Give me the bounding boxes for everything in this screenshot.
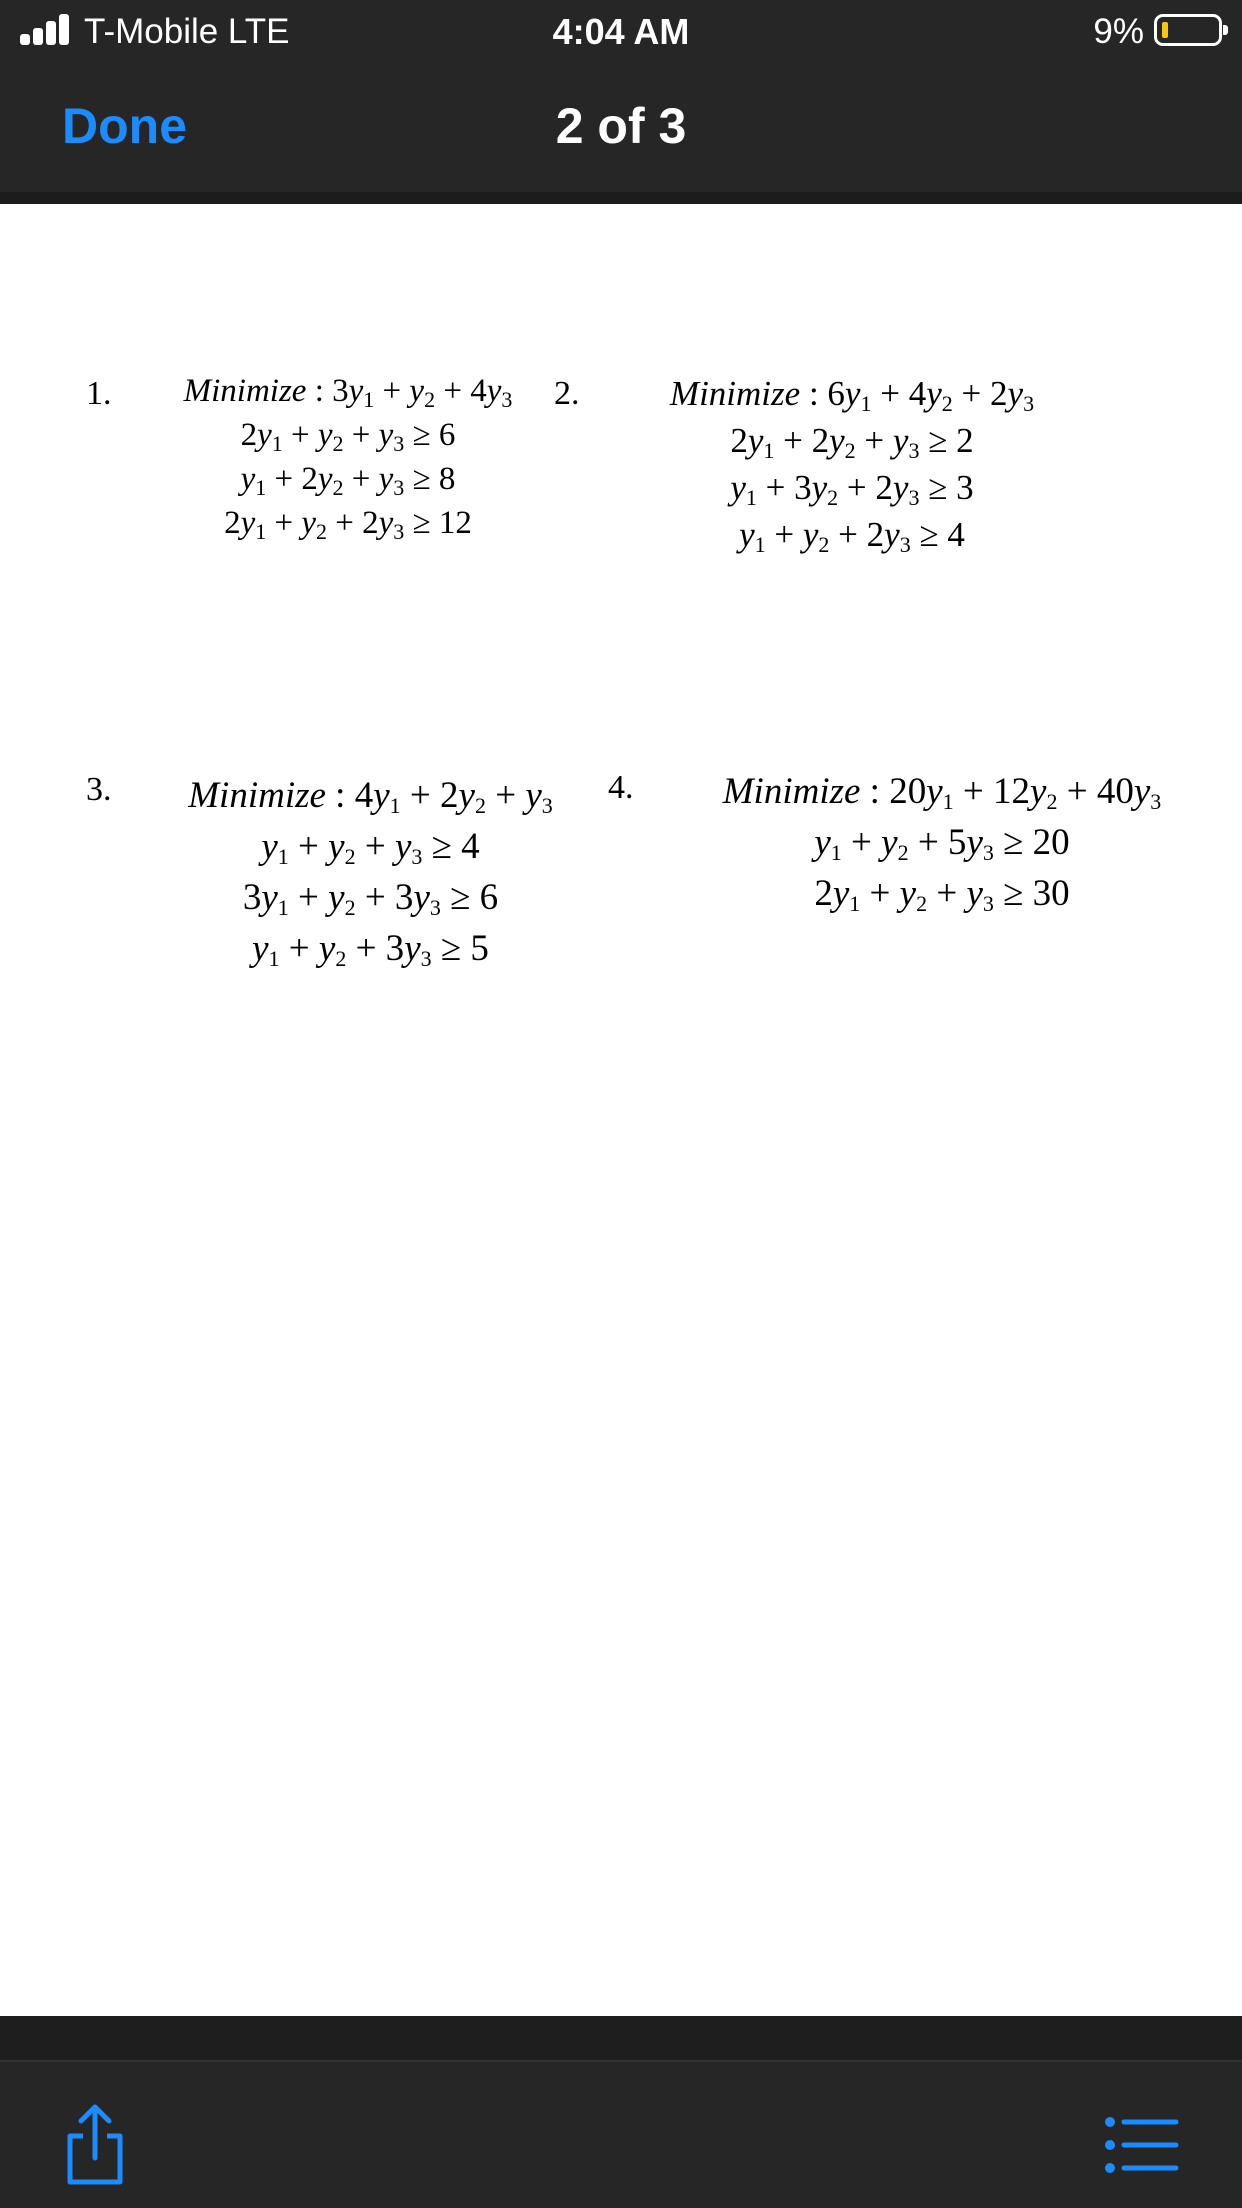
status-bar [0,0,1242,62]
term: y [261,826,278,867]
term: + 2y [952,374,1024,413]
term: + 2y [838,468,909,507]
term: Minimize : 4y [188,775,390,816]
constraint [652,511,1052,558]
subscript: 1 [277,844,289,869]
carrier-label: T-Mobile LTE [84,12,290,51]
term: + y [282,417,333,453]
term: + 40y [1057,771,1151,812]
subscript: 3 [982,891,994,916]
term: y [252,928,269,969]
problem-number: 1. [86,375,112,412]
clock: 4:04 AM [552,11,690,52]
term: + 5y [908,822,983,863]
bottom-toolbar [0,2016,1242,2208]
term: + y [841,822,898,863]
term: ≥ 3 [919,468,974,507]
term: + y [485,775,542,816]
constraint [168,501,528,545]
subscript: 2 [344,844,356,869]
subscript: 3 [393,519,405,544]
subscript: 3 [899,532,911,557]
subscript: 1 [754,532,766,557]
term: ≥ 8 [404,461,456,497]
battery-level [1162,22,1168,38]
constraint [652,417,1052,464]
subscript: 3 [411,844,423,869]
subscript: 3 [982,840,994,865]
term: + y [279,928,336,969]
subscript: 1 [745,485,757,510]
subscript: 3 [429,895,441,920]
subscript: 1 [268,946,280,971]
term: + y [355,826,412,867]
term: + y [765,515,819,554]
subscript: 2 [1046,789,1058,814]
term: Minimize : 6y [669,374,861,413]
equation-block [168,369,528,545]
term: ≥ 30 [993,873,1070,914]
problem-number: 2. [554,375,580,412]
term: + 2y [829,515,900,554]
subscript: 2 [335,946,347,971]
term: + 3y [346,928,421,969]
problem-number: 3. [86,771,112,808]
subscript: 2 [332,431,344,456]
subscript: 2 [424,387,436,412]
term: Minimize : 3y [183,373,364,409]
subscript: 1 [389,793,401,818]
share-button[interactable] [60,2102,130,2186]
constraint [168,413,528,457]
term: 2y [240,417,272,453]
term: + y [288,826,345,867]
constraint [692,817,1192,868]
equation-block [652,370,1052,558]
subscript: 2 [818,532,830,557]
subscript: 1 [860,391,872,416]
subscript: 1 [849,891,861,916]
subscript: 2 [897,840,909,865]
term: + y [927,873,983,914]
term: y [814,822,831,863]
objective-function [168,369,528,413]
term: + y [860,873,917,914]
subscript: 2 [916,891,928,916]
subscript: 2 [941,391,953,416]
term: y [730,468,746,507]
term: + y [288,877,345,918]
list-icon [1104,2116,1180,2174]
subscript: 3 [908,438,920,463]
battery-percent: 9% [1093,12,1144,51]
subscript: 1 [830,840,842,865]
term: ≥ 12 [404,505,472,541]
problem-number: 4. [608,769,634,806]
subscript: 2 [827,485,839,510]
term: ≥ 4 [422,826,480,867]
constraint [168,872,573,923]
subscript: 3 [393,431,405,456]
subscript: 1 [271,431,283,456]
subscript: 3 [393,475,405,500]
subscript: 1 [942,789,954,814]
term: + 4y [435,373,502,409]
term: ≥ 2 [919,421,974,460]
battery-icon [1154,14,1222,46]
constraint [168,923,573,974]
term: + 12y [953,771,1047,812]
navigation-bar [0,62,1242,194]
subscript: 1 [255,519,267,544]
subscript: 1 [763,438,775,463]
done-button[interactable]: Done [62,98,187,154]
term: Minimize : 20y [722,771,943,812]
constraint [168,457,528,501]
term: ≥ 4 [910,515,965,554]
subscript: 3 [908,485,920,510]
term: ≥ 20 [993,822,1070,863]
subscript: 3 [420,946,432,971]
page-counter: 2 of 3 [555,98,687,154]
subscript: 1 [277,895,289,920]
term: + 2y [327,505,394,541]
term: 2y [224,505,256,541]
constraint [692,868,1192,919]
term: + 2y [400,775,475,816]
objective-function [652,370,1052,417]
subscript: 2 [844,438,856,463]
constraint [652,464,1052,511]
objective-function [168,770,573,821]
term: + y [374,373,425,409]
term: ≥ 6 [440,877,499,918]
term: + 2y [266,461,333,497]
subscript: 3 [541,793,553,818]
term: + 2y [774,421,845,460]
term: ≥ 5 [431,928,489,969]
document-page[interactable] [0,204,1242,2016]
share-icon [60,2102,130,2186]
list-button[interactable] [1104,2116,1180,2174]
subscript: 1 [363,387,375,412]
subscript: 2 [474,793,486,818]
subscript: 1 [255,475,267,500]
subscript: 2 [332,475,344,500]
subscript: 2 [316,519,328,544]
equation-block [168,770,573,974]
constraint [168,821,573,872]
divider [0,192,1242,204]
toolbar-divider [0,2016,1242,2062]
term: + 3y [355,877,430,918]
term: y [240,461,256,497]
term: + y [855,421,909,460]
term: y [739,515,755,554]
term: + 4y [871,374,942,413]
term: 3y [242,877,278,918]
subscript: 2 [344,895,356,920]
subscript: 3 [1150,789,1162,814]
term: 2y [814,873,850,914]
term: + 3y [756,468,828,507]
term: ≥ 6 [404,417,456,453]
term: + y [266,505,317,541]
objective-function [692,766,1192,817]
subscript: 3 [1023,391,1035,416]
equation-block [692,766,1192,919]
term: + y [343,417,394,453]
term: + y [343,461,394,497]
term: 2y [730,421,764,460]
subscript: 3 [501,387,513,412]
